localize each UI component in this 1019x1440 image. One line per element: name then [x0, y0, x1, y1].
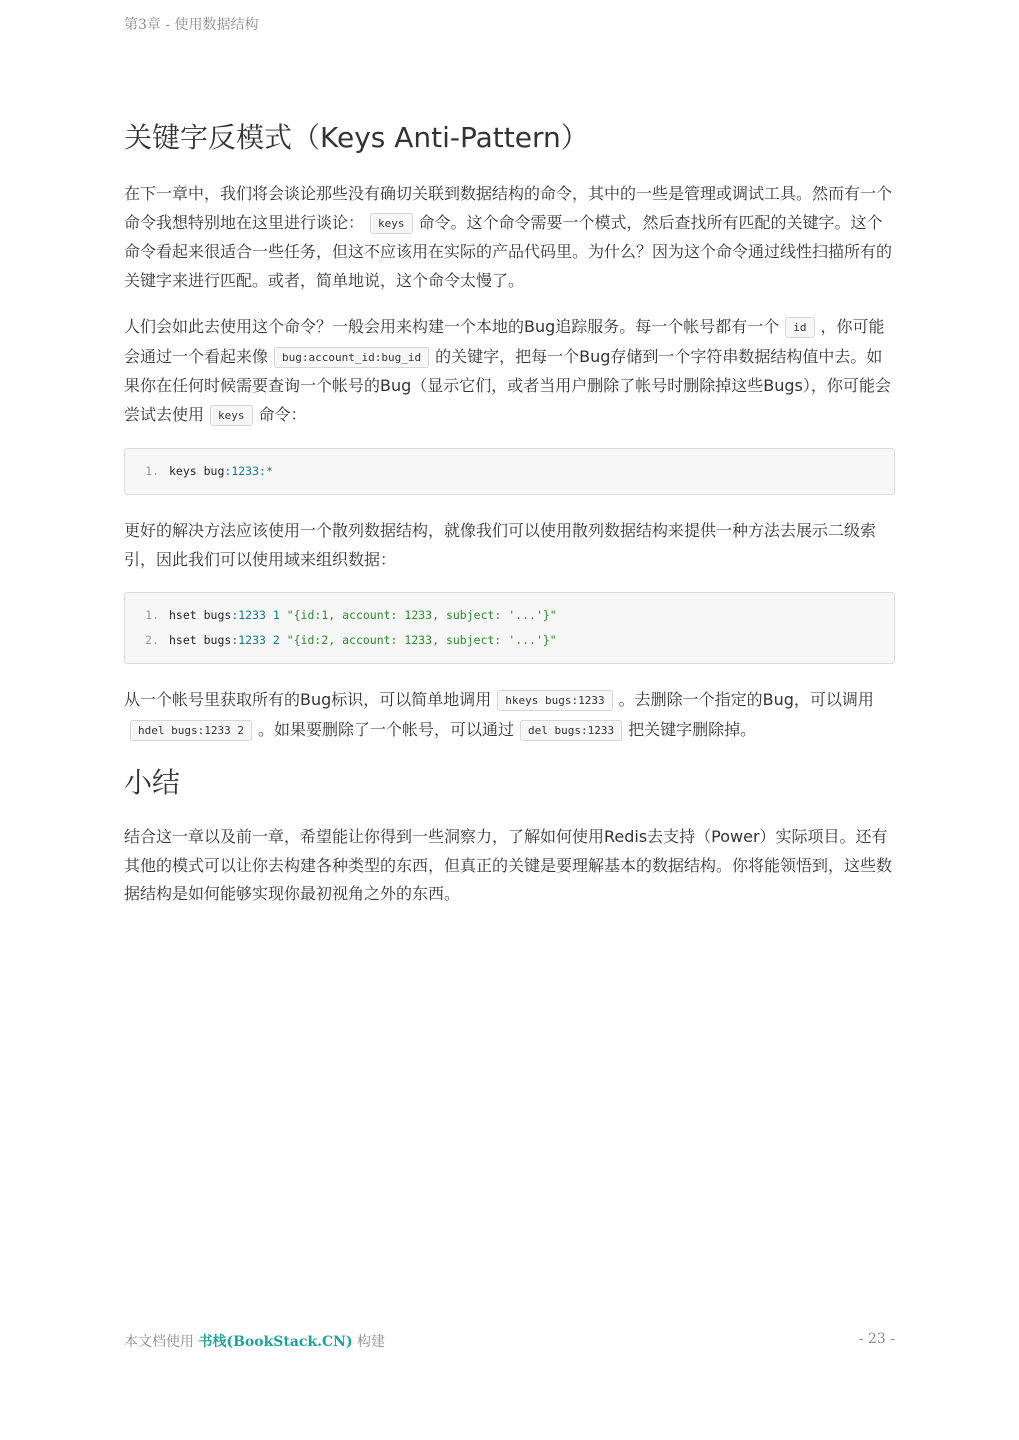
paragraph-better-solution: 更好的解决方法应该使用一个散列数据结构，就像我们可以使用散列数据结构来提供一种方法去展示二级索引，因此我们可以使用域来组织数据： — [124, 521, 877, 569]
footer-credit — [124, 1331, 385, 1351]
section-title-keys-anti-pattern: 关键字反模式（Keys Anti-Pattern） — [124, 121, 589, 154]
code-line — [125, 628, 894, 653]
code-token: "{id:1, account: 1233, subject: '...'}" — [286, 608, 557, 622]
paragraph-usage — [124, 313, 895, 430]
code-token: :1233 2 — [231, 633, 287, 647]
footer-suffix: 构建 — [352, 1334, 386, 1350]
paragraph-hash-commands — [124, 686, 895, 745]
inline-code-hkeys: hkeys bugs:1233 — [497, 690, 612, 711]
inline-code-hdel: hdel bugs:1233 2 — [130, 720, 252, 741]
text-span: ，你可能会通过一个看起来像 — [124, 317, 885, 366]
paragraph-summary: 结合这一章以及前一章，希望能让你得到一些洞察力，了解如何使用Redis去支持（Power）实际项目。还有其他的模式可以让你去构建各种类型的东西，但真正的关键是要理解基本的数据结构。你将能领悟到，这些数据结构是如何能够实现你最初视角之外的东西。 — [124, 827, 893, 903]
text-span: 命令。这个命令需要一个模式，然后查找所有匹配的关键字。这个命令看起来很适合一些任务，但这不应该用在实际的产品代码里。为什么？因为这个命令通过线性扫描所有的关键字来进行匹配。或者，简单地说，这个命令太慢了。 — [124, 212, 893, 290]
inline-code-del: del bugs:1233 — [520, 720, 622, 741]
inline-code-keys: keys — [370, 213, 413, 234]
code-line — [125, 603, 894, 628]
text-span: 把关键字删除掉。 — [628, 719, 757, 739]
text-span: 从一个帐号里获取所有的Bug标识，可以简单地调用 — [124, 690, 492, 709]
inline-code-keys: keys — [210, 405, 253, 426]
footer-prefix: 本文档使用 — [124, 1334, 199, 1350]
section-title-summary: 小结 — [124, 766, 181, 799]
paragraph-intro — [124, 180, 895, 295]
code-token: :1233 1 — [231, 608, 287, 622]
code-token: "{id:2, account: 1233, subject: '...'}" — [286, 633, 557, 647]
text-span: 人们会如此去使用这个命令？一般会用来构建一个本地的Bug追踪服务。每一个帐号都有一个 — [124, 317, 780, 336]
code-line — [125, 459, 894, 484]
code-token: * — [265, 464, 273, 478]
code-token: hset bugs — [169, 633, 232, 647]
text-span: 。如果要删除了一个帐号，可以通过 — [257, 719, 514, 739]
document-body — [124, 118, 895, 927]
code-token: hset bugs — [169, 608, 232, 622]
code-block-hset — [124, 592, 895, 664]
code-block-keys — [124, 448, 895, 495]
line-number: 1. — [145, 608, 159, 622]
bookstack-link[interactable]: 书栈(BookStack.CN) — [198, 1334, 353, 1350]
code-token: keys bug — [169, 464, 225, 478]
line-number: 1. — [145, 464, 159, 478]
text-span: 命令： — [258, 404, 307, 424]
code-token: :1233: — [224, 464, 266, 478]
inline-code-id: id — [785, 317, 814, 338]
running-header: 第3章 - 使用数据结构 — [124, 17, 259, 33]
inline-code-bug-key: bug:account_id:bug_id — [274, 347, 429, 368]
page-number: - 23 - — [858, 1331, 895, 1347]
text-span: 在下一章中，我们将会谈论那些没有确切关联到数据结构的命令，其中的一些是管理或调试工具。然而有一个命令我想特别地在这里进行谈论： — [124, 184, 893, 232]
text-span: 。去删除一个指定的Bug，可以调用 — [618, 690, 874, 709]
text-span: 的关键字，把每一个Bug存储到一个字符串数据结构值中去。如果你在任何时候需要查询一个帐号的Bug（显示它们，或者当用户删除了帐号时删除掉这些Bugs），你可能会尝试去使用 — [124, 346, 891, 424]
line-number: 2. — [145, 633, 159, 647]
